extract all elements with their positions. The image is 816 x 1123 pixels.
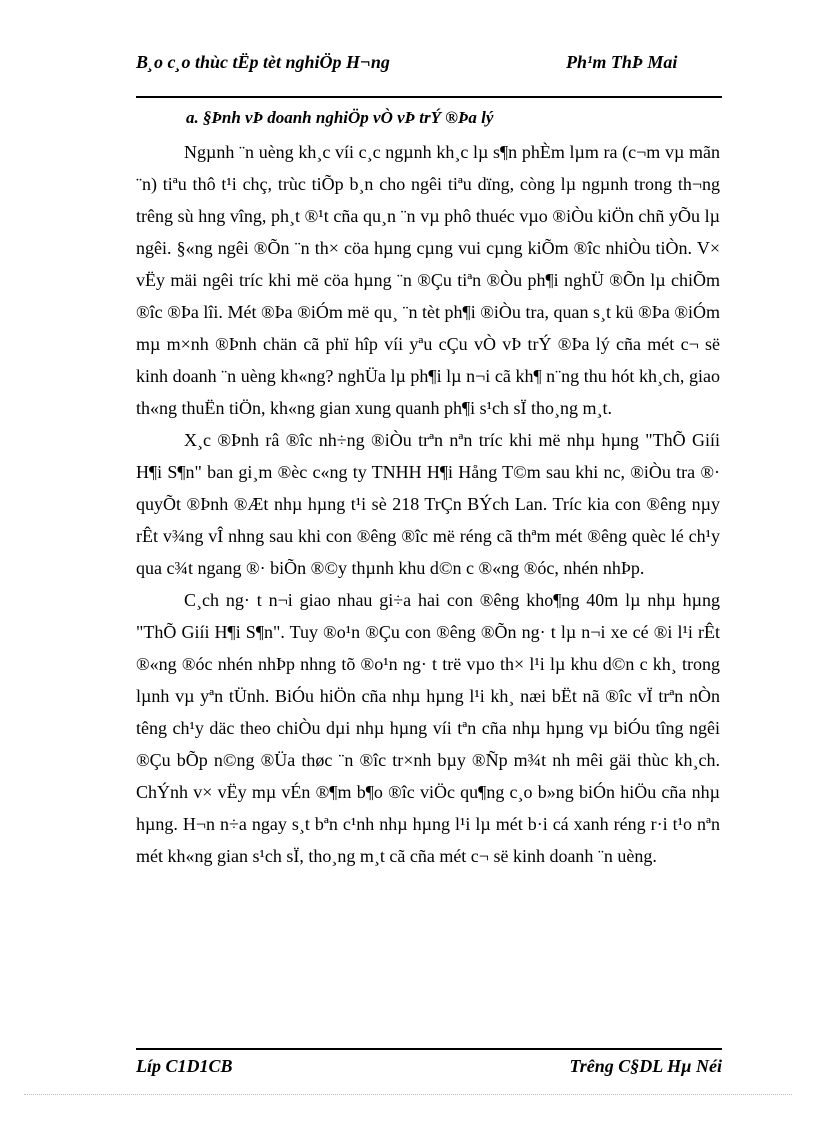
header-report-title: B¸o c¸o thùc tËp tèt nghiÖp H¬ng	[136, 52, 390, 72]
header-author-name: Ph¹m ThÞ Mai	[566, 52, 678, 72]
page-footer	[136, 1054, 722, 1080]
section-title: a. §Þnh vÞ doanh nghiÖp vÒ vÞ trÝ ®Þa lý	[186, 108, 494, 127]
body-paragraph-2: X¸c ®Þnh râ ®îc nh÷ng ®iÒu trªn nªn tríc khi më nhµ hµng "ThÕ Giíi H¶i S¶n" ban gi¸m ®èc c«ng ty TNHH H¶i Hång T©m sau khi nc, ®iÒu tra ®· quyÕt ®Þnh ®Æt nhµ hµng t¹i sè 218 TrÇn BÝch Lan. Tríc kia con ®êng nµy rÊt v¾ng vÎ nhng sau khi con ®êng ®îc më réng cã thªm mét ®êng quèc lé ch¹y qua c¾t ngang ®· biÕn ®©y thµnh khu d©n c ®«ng ®óc, nhén nhÞp.	[136, 430, 720, 578]
body-paragraph-1: Ngµnh ¨n uèng kh¸c víi c¸c ngµnh kh¸c lµ s¶n phÈm lµm ra (c¬m vµ mãn ¨n) tiªu thô t¹i chç, trùc tiÕp b¸n cho ngêi tiªu dïng, còng lµ ngµnh trong th¬ng trêng sù hng vîng, ph¸t ®¹t cña qu¸n ¨n vµ phô thuéc vµo ®iÒu kiÖn chñ yÕu lµ ngêi. §«ng ngêi ®Õn ¨n th× cöa hµng cµng vui cµng kiÕm ®îc nhiÒu tiÒn. V× vËy mäi ngêi tríc khi më cöa hµng ¨n ®Çu tiªn ®Òu ph¶i nghÜ ®Õn lµ chiÕm ®îc ®Þa lîi. Mét ®Þa ®iÓm më qu¸ ¨n tèt ph¶i ®iÒu tra, quan s¸t kü ®Þa ®iÓm mµ m×nh ®Þnh chän cã phï hîp víi yªu cÇu vÒ vÞ trÝ ®Þa lý cña mét c¬ së kinh doanh ¨n uèng kh«ng? nghÜa lµ ph¶i lµ n¬i cã kh¶ n¨ng thu hót kh¸ch, giao th«ng thuËn tiÖn, kh«ng gian xung quanh ph¶i s¹ch sÏ tho¸ng m¸t.	[136, 142, 720, 418]
document-body	[136, 136, 720, 872]
footer-school-name: Trêng C§DL Hµ Néi	[569, 1056, 722, 1076]
footer-class-name: Líp C1D1CB	[136, 1056, 233, 1076]
body-paragraph-3: C¸ch ng· t n¬i giao nhau gi÷a hai con ®êng kho¶ng 40m lµ nhµ hµng "ThÕ Giíi H¶i S¶n". Tuy ®o¹n ®Çu con ®êng ®Õn ng· t lµ n¬i xe cé ®i l¹i rÊt ®«ng ®óc nhén nhÞp nhng tõ ®o¹n ng· t trë vµo th× l¹i lµ khu d©n c kh¸ trong lµnh vµ yªn tÜnh. BiÓu hiÖn cña nhµ hµng l¹i kh¸ næi bËt nã ®îc vÏ trªn nÒn têng ch¹y däc theo chiÒu dµi nhµ hµng víi tªn cña nhµ hµng vµ biÓu tîng ngêi ®Çu bÕp n©ng ®Üa thøc ¨n ®îc tr×nh bµy ®Ñp m¾t nh mêi gäi thùc kh¸ch. ChÝnh v× vËy mµ vÉn ®¶m b¶o ®îc viÖc qu¶ng c¸o b»ng biÓn hiÖu cña nhµ hµng. H¬n n÷a ngay s¸t bªn c¹nh nhµ hµng l¹i lµ mét b·i cá xanh réng r·i t¹o nªn mét kh«ng gian s¹ch sÏ, tho¸ng m¸t cã cña mét c¬ së kinh doanh ¨n uèng.	[136, 590, 720, 866]
header-divider	[136, 96, 722, 98]
footer-divider	[136, 1048, 722, 1050]
page-bottom-edge	[24, 1094, 792, 1095]
